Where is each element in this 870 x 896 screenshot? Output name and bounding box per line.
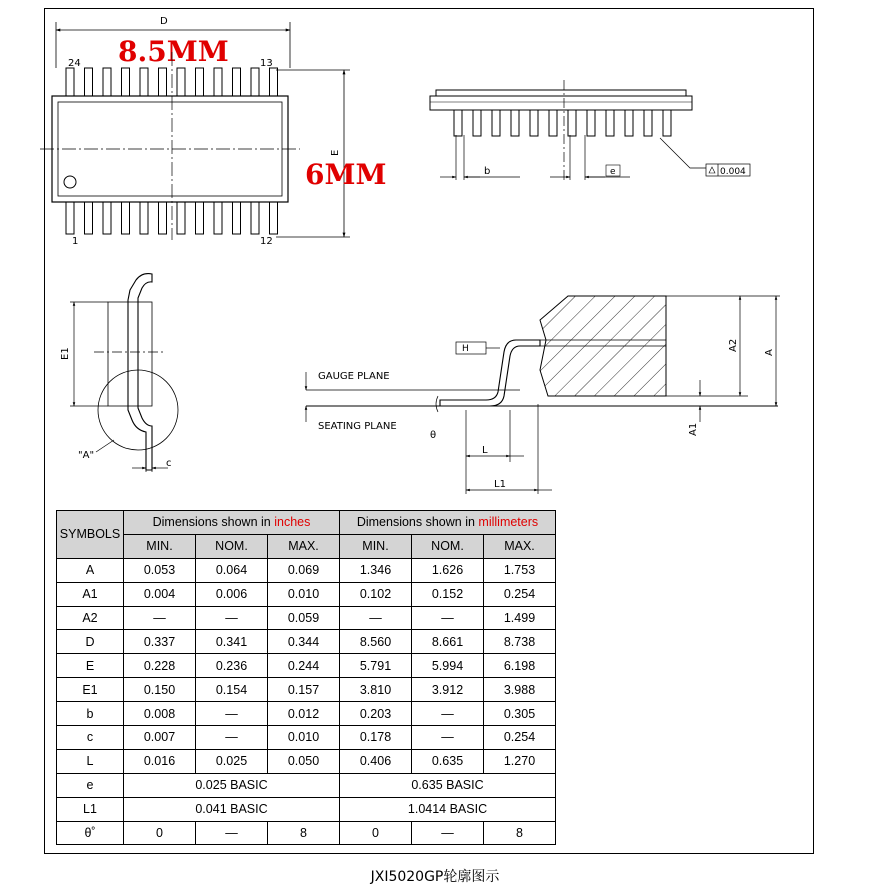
lead bbox=[606, 110, 614, 136]
symbol-cell: b bbox=[57, 702, 124, 726]
inch-value-cell: 0.157 bbox=[268, 678, 340, 702]
inch-value-cell: 0.059 bbox=[268, 606, 340, 630]
inch-value-cell: — bbox=[196, 606, 268, 630]
dim-e-label: E bbox=[330, 149, 341, 156]
inch-value-cell: — bbox=[196, 702, 268, 726]
dim-e-pitch-label: e bbox=[610, 167, 616, 177]
mm-min-header: MIN. bbox=[340, 534, 412, 558]
dim-a2-label: A2 bbox=[728, 338, 739, 352]
lead bbox=[159, 202, 167, 234]
pin-24-label: 24 bbox=[68, 58, 81, 69]
symbol-cell: A bbox=[57, 558, 124, 582]
mm-value-cell: 0 bbox=[340, 821, 412, 845]
table-row bbox=[57, 821, 556, 845]
lead bbox=[122, 202, 130, 234]
lead bbox=[549, 110, 557, 136]
gauge-plane-label: GAUGE PLANE bbox=[318, 371, 390, 382]
inch-value-cell: 0.010 bbox=[268, 582, 340, 606]
inches-header: Dimensions shown in inches bbox=[124, 511, 340, 535]
dim-d-label: D bbox=[160, 16, 168, 27]
lead bbox=[159, 68, 167, 96]
lead bbox=[644, 110, 652, 136]
mm-value-cell: 0.203 bbox=[340, 702, 412, 726]
lead bbox=[530, 110, 538, 136]
lead bbox=[568, 110, 576, 136]
table-row bbox=[57, 630, 556, 654]
mm-value-cell: 1.270 bbox=[484, 749, 556, 773]
millimeters-header: Dimensions shown in millimeters bbox=[340, 511, 556, 535]
side-view bbox=[430, 80, 750, 180]
mm-value-cell: — bbox=[412, 606, 484, 630]
package-width-callout: 6MM bbox=[305, 158, 387, 191]
mm-basic-cell: 0.635 BASIC bbox=[340, 773, 556, 797]
symbol-cell: A1 bbox=[57, 582, 124, 606]
pin-1-label: 1 bbox=[72, 236, 79, 247]
mm-value-cell: 3.912 bbox=[412, 678, 484, 702]
inch-value-cell: 0.012 bbox=[268, 702, 340, 726]
symbols-header: SYMBOLS bbox=[57, 511, 124, 559]
table-row bbox=[57, 702, 556, 726]
table-row bbox=[57, 582, 556, 606]
inch-value-cell: 0.008 bbox=[124, 702, 196, 726]
lead bbox=[625, 110, 633, 136]
symbol-cell: D bbox=[57, 630, 124, 654]
mm-value-cell: 1.753 bbox=[484, 558, 556, 582]
mm-value-cell: 0.178 bbox=[340, 726, 412, 750]
mm-value-cell: 1.346 bbox=[340, 558, 412, 582]
dim-a-label: A bbox=[764, 349, 775, 356]
inch-value-cell: — bbox=[196, 821, 268, 845]
mm-max-header: MAX. bbox=[484, 534, 556, 558]
seating-plane-label: SEATING PLANE bbox=[318, 421, 397, 432]
mm-value-cell: 0.635 bbox=[412, 749, 484, 773]
lead bbox=[196, 68, 204, 96]
table-row bbox=[57, 678, 556, 702]
table-row bbox=[57, 654, 556, 678]
inch-value-cell: 8 bbox=[268, 821, 340, 845]
mm-value-cell: 8 bbox=[484, 821, 556, 845]
detail-a-label: "A" bbox=[78, 450, 95, 461]
symbol-cell: E1 bbox=[57, 678, 124, 702]
lead bbox=[214, 202, 222, 234]
inch-nom-header: NOM. bbox=[196, 534, 268, 558]
inch-min-header: MIN. bbox=[124, 534, 196, 558]
lead bbox=[473, 110, 481, 136]
lead bbox=[511, 110, 519, 136]
side-lead-row bbox=[454, 110, 671, 136]
pin-12-label: 12 bbox=[260, 236, 273, 247]
lead bbox=[663, 110, 671, 136]
lead bbox=[214, 68, 222, 96]
inch-value-cell: 0.050 bbox=[268, 749, 340, 773]
lead bbox=[122, 68, 130, 96]
mm-value-cell: — bbox=[340, 606, 412, 630]
dimension-rows bbox=[57, 558, 556, 845]
table-row bbox=[57, 726, 556, 750]
symbol-cell: c bbox=[57, 726, 124, 750]
lead bbox=[454, 110, 462, 136]
inch-value-cell: 0.025 bbox=[196, 749, 268, 773]
inch-value-cell: 0.150 bbox=[124, 678, 196, 702]
angle-theta-label: θ bbox=[430, 430, 437, 441]
inch-value-cell: — bbox=[196, 726, 268, 750]
detail-view bbox=[306, 296, 780, 494]
symbol-cell: E bbox=[57, 654, 124, 678]
mm-value-cell: 3.988 bbox=[484, 678, 556, 702]
table-row bbox=[57, 797, 556, 821]
inch-value-cell: 0 bbox=[124, 821, 196, 845]
table-row bbox=[57, 773, 556, 797]
inch-value-cell: 0.006 bbox=[196, 582, 268, 606]
symbol-cell: A2 bbox=[57, 606, 124, 630]
dim-l1-label: L1 bbox=[494, 479, 506, 490]
mm-value-cell: 0.152 bbox=[412, 582, 484, 606]
symbol-cell: θ˚ bbox=[57, 821, 124, 845]
coplanarity-value: 0.004 bbox=[720, 167, 746, 177]
inch-value-cell: 0.228 bbox=[124, 654, 196, 678]
mm-value-cell: 0.254 bbox=[484, 582, 556, 606]
lead bbox=[66, 68, 74, 96]
mm-value-cell: 0.305 bbox=[484, 702, 556, 726]
mm-nom-header: NOM. bbox=[412, 534, 484, 558]
inch-value-cell: — bbox=[124, 606, 196, 630]
lead bbox=[196, 202, 204, 234]
mm-value-cell: 6.198 bbox=[484, 654, 556, 678]
lead bbox=[492, 110, 500, 136]
lead bbox=[103, 68, 111, 96]
side-body bbox=[430, 96, 692, 110]
inch-value-cell: 0.069 bbox=[268, 558, 340, 582]
dimensions-table bbox=[56, 510, 556, 845]
top-view bbox=[40, 16, 386, 247]
inch-max-header: MAX. bbox=[268, 534, 340, 558]
mm-value-cell: 1.626 bbox=[412, 558, 484, 582]
table-row bbox=[57, 558, 556, 582]
figure-caption: JXI5020GP轮廓图示 bbox=[370, 869, 500, 885]
lead bbox=[177, 202, 185, 234]
datum-h-label: H bbox=[462, 344, 469, 354]
lead bbox=[140, 68, 148, 96]
dim-e1-label: E1 bbox=[60, 347, 71, 360]
inch-value-cell: 0.344 bbox=[268, 630, 340, 654]
dim-l-label: L bbox=[482, 445, 488, 456]
gullwing-lead bbox=[440, 340, 540, 406]
inch-basic-cell: 0.041 BASIC bbox=[124, 797, 340, 821]
mm-value-cell: — bbox=[412, 702, 484, 726]
lead bbox=[103, 202, 111, 234]
lead bbox=[233, 202, 241, 234]
symbol-cell: L1 bbox=[57, 797, 124, 821]
lead bbox=[270, 68, 278, 96]
end-view bbox=[60, 274, 178, 472]
symbol-cell: L bbox=[57, 749, 124, 773]
inch-basic-cell: 0.025 BASIC bbox=[124, 773, 340, 797]
pin-13-label: 13 bbox=[260, 58, 273, 69]
inch-value-cell: 0.004 bbox=[124, 582, 196, 606]
dim-a1-label: A1 bbox=[688, 422, 699, 436]
inch-value-cell: 0.053 bbox=[124, 558, 196, 582]
mm-value-cell: 0.102 bbox=[340, 582, 412, 606]
dim-b-label: b bbox=[484, 166, 491, 177]
table-row bbox=[57, 606, 556, 630]
lead bbox=[251, 202, 259, 234]
lead bbox=[177, 68, 185, 96]
lead bbox=[251, 68, 259, 96]
lead bbox=[587, 110, 595, 136]
mm-value-cell: — bbox=[412, 821, 484, 845]
inch-value-cell: 0.236 bbox=[196, 654, 268, 678]
mm-value-cell: 0.254 bbox=[484, 726, 556, 750]
inch-value-cell: 0.337 bbox=[124, 630, 196, 654]
mm-value-cell: 5.791 bbox=[340, 654, 412, 678]
mm-value-cell: 8.661 bbox=[412, 630, 484, 654]
inch-value-cell: 0.341 bbox=[196, 630, 268, 654]
mm-value-cell: 5.994 bbox=[412, 654, 484, 678]
inch-value-cell: 0.064 bbox=[196, 558, 268, 582]
table-row bbox=[57, 749, 556, 773]
lead bbox=[233, 68, 241, 96]
inch-value-cell: 0.007 bbox=[124, 726, 196, 750]
mm-basic-cell: 1.0414 BASIC bbox=[340, 797, 556, 821]
mm-value-cell: 8.738 bbox=[484, 630, 556, 654]
lead bbox=[85, 68, 93, 96]
package-length-callout: 8.5MM bbox=[118, 35, 229, 68]
mm-value-cell: 0.406 bbox=[340, 749, 412, 773]
lead bbox=[270, 202, 278, 234]
mm-value-cell: 1.499 bbox=[484, 606, 556, 630]
inch-value-cell: 0.016 bbox=[124, 749, 196, 773]
inch-value-cell: 0.154 bbox=[196, 678, 268, 702]
lead bbox=[140, 202, 148, 234]
mm-value-cell: — bbox=[412, 726, 484, 750]
mm-value-cell: 3.810 bbox=[340, 678, 412, 702]
mm-value-cell: 8.560 bbox=[340, 630, 412, 654]
dim-c-label: c bbox=[166, 458, 172, 469]
lead bbox=[66, 202, 74, 234]
lead bbox=[85, 202, 93, 234]
symbol-cell: e bbox=[57, 773, 124, 797]
inch-value-cell: 0.244 bbox=[268, 654, 340, 678]
inch-value-cell: 0.010 bbox=[268, 726, 340, 750]
